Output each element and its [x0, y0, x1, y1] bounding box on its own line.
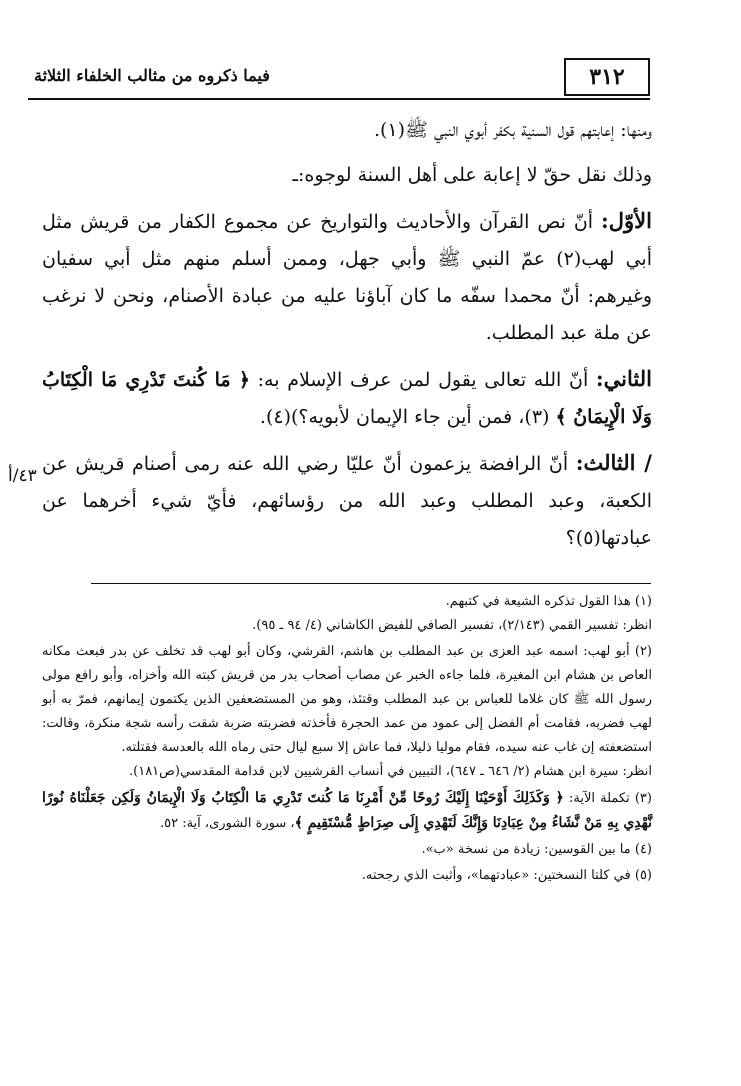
margin-folio-reference: ٤٣/أ [8, 466, 37, 486]
main-text [42, 112, 652, 565]
footnotes [42, 590, 652, 888]
paragraph-2: وذلك نقل حقّ لا إعابة على أهل السنة لوجوه:ـ [292, 164, 652, 186]
paragraph-second-reason [42, 360, 652, 436]
header-rule [28, 98, 650, 100]
quran-verse: ﴿ مَا كُنتَ تَدْرِي مَا الْكِتَابُ وَلَا الْإِيمَانُ ﴾ [42, 369, 652, 428]
footnote-4: (٤) ما بين القوسين: زيادة من نسخة «ب». [421, 842, 652, 857]
footnote-3-verse: ﴿ وَكَذَلِكَ أَوْحَيْنَا إِلَيْكَ رُوحًا مِّنْ أَمْرِنَا مَا كُنتَ تَدْرِي مَا الْكِتَابُ وَلَا الْإِيمَانُ وَلَكِن جَعَلْنَاهُ نُورًا نَّهْدِي بِهِ مَنْ نَّشَاءُ مِنْ عِبَادِنَا وَإِنَّكَ لَتَهْدِي إِلَى صِرَاطٍ مُّسْتَقِيمٍ ﴾ [42, 790, 652, 831]
footnote-rule [91, 583, 651, 584]
page-number: ٣١٢ [564, 58, 650, 96]
footnote-3-intro: (٣) تكملة الآية: [563, 791, 652, 806]
second-reason-text: أنّ الله تعالى يقول لمن عرف الإسلام به: [249, 369, 596, 391]
third-reason-text: أنّ الرافضة يزعمون أنّ عليّا رضي الله عنه رمى أصنام قريش عن الكعبة، وعبد المطلب وعبد الله من رؤسائهم، فأيّ شيء أخرهما عن عبادتها(٥)؟ [42, 453, 652, 549]
footnote-2-reference: انظر: سيرة ابن هشام (٢/ ٦٤٦ ـ ٦٤٧)، التبيين في أنساب القرشيين لابن قدامة المقدسي(ص١٨١). [129, 764, 652, 779]
running-title: فيما ذكروه من مثالب الخلفاء الثلاثة [34, 66, 270, 85]
paragraph-1: ومنها: إعابتهم قول السنية بكفر أبوي النبي ﷺ(١). [373, 119, 652, 141]
paragraph-first-reason [42, 202, 652, 352]
footnote-5: (٥) في كلتا النسختين: «عبادتهما»، وأثبت الذي رجحته. [361, 868, 652, 883]
footnote-1: (١) هذا القول تذكره الشيعة في كتبهم. [445, 594, 652, 609]
first-reason-text: أنّ نص القرآن والأحاديث والتواريخ عن مجموع الكفار من قريش مثل أبي لهب(٢) عمّ النبي ﷺ وأبي جهل، وممن أسلم منهم مثل أبي سفيان وغيرهم: أنّ محمدا سفّه ما كان آباؤنا عليه من عبادة الأصنام، ونحن لا نرغب عن ملة عبد المطلب. [42, 211, 653, 344]
third-reason-label: / الثالث: [575, 450, 652, 475]
second-reason-tail: (٣)، فمن أين جاء الإيمان لأبويه؟)(٤). [259, 406, 556, 428]
second-reason-label: الثاني: [595, 366, 652, 391]
paragraph-third-reason [42, 444, 652, 557]
footnote-3 [42, 786, 652, 836]
footnote-1-reference: انظر: تفسير القمي (٢/١٤٣)، تفسير الصافي للفيض الكاشاني (٤/ ٩٤ ـ ٩٥). [252, 618, 652, 633]
footnote-3-source: ، سورة الشورى، آية: ٥٢. [159, 816, 295, 831]
first-reason-label: الأوّل: [601, 208, 652, 233]
page-header [28, 58, 650, 98]
footnote-2: (٢) أبو لهب: اسمه عبد العزى بن عبد المطلب بن هاشم، القرشي، وكان أبو لهب قد تخلف عن بدر فبعث مكانه العاص بن هشام ابن المغيرة، فلما جاءه الخبر عن مصاب أصحاب بدر من قريش كبته الله وأخزاه، وأبو رافع مولى رسول الله ﷺ كان غلاما للعباس بن عبد المطلب وقتئذ، وهو من المستضعفين الذين يكتمون إيمانهم، فمرّ به أبو لهب فضربه، فقامت أم الفضل إلى عمود من عمد الحجرة فأخذته فضربته ضربة شقت رأسه شجة منكرة، وقالت: استضعفته إن غاب عنه سيده، فقام موليا ذليلا، فما عاش إلا سبع ليال حتى رماه الله بالعدسة فقتلته. [42, 644, 652, 755]
